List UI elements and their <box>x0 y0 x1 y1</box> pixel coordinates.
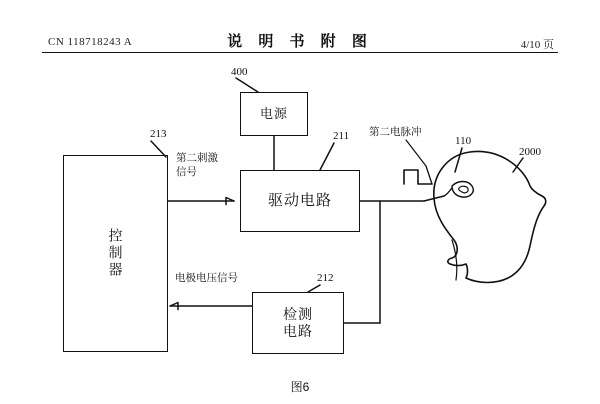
block-detection-circuit-label <box>283 306 313 341</box>
label-second-stimulus-signal-line1: 第二刺激 <box>176 152 218 164</box>
block-driver-circuit <box>240 170 360 232</box>
leader-211 <box>320 143 334 170</box>
block-detection-circuit <box>252 292 344 354</box>
ref-2000: 2000 <box>519 146 541 158</box>
label-second-electric-pulse: 第二电脉冲 <box>369 126 422 138</box>
leader-212 <box>308 285 320 292</box>
ref-211: 211 <box>333 130 350 142</box>
leader-400 <box>236 78 258 92</box>
ref-110: 110 <box>455 135 472 147</box>
waveform-second-electric-pulse <box>404 170 432 184</box>
arrow-detect-to-controller <box>170 303 178 310</box>
ref-213: 213 <box>150 128 167 140</box>
ref-212: 212 <box>317 272 334 284</box>
neck-contour <box>452 240 457 280</box>
block-power-source <box>240 92 308 136</box>
page-title: 说 明 书 附 图 <box>227 33 373 50</box>
block-detection-circuit-label-line1: 检测 <box>283 305 313 322</box>
leader-pulse-to-electrode <box>426 166 432 184</box>
electrode-contact <box>459 186 468 193</box>
ref-400: 400 <box>231 66 248 78</box>
leader-110 <box>455 148 462 172</box>
patent-number: CN 118718243 A <box>48 36 133 48</box>
label-electrode-voltage-signal: 电极电压信号 <box>175 272 238 284</box>
figure-caption: 图6 <box>290 380 310 394</box>
page-number: 4/10 页 <box>520 39 554 51</box>
electrode-lead <box>424 196 444 201</box>
block-controller <box>63 155 168 352</box>
block-driver-circuit-label: 驱动电路 <box>267 192 332 210</box>
leader-2000 <box>513 158 523 172</box>
leader-pulse-label <box>406 140 426 166</box>
label-second-stimulus-signal <box>176 152 218 179</box>
label-second-stimulus-signal-line2: 信号 <box>176 165 197 178</box>
header-divider <box>42 52 558 53</box>
head-profile-outline <box>434 151 546 282</box>
electrode-lead-curve <box>444 188 452 196</box>
ear-outline <box>452 182 473 198</box>
arrow-controller-to-driver <box>226 198 234 205</box>
block-power-source-label: 电源 <box>259 105 288 121</box>
block-controller-label: 控制器 <box>107 228 124 279</box>
block-detection-circuit-label-line2: 电路 <box>283 323 313 339</box>
